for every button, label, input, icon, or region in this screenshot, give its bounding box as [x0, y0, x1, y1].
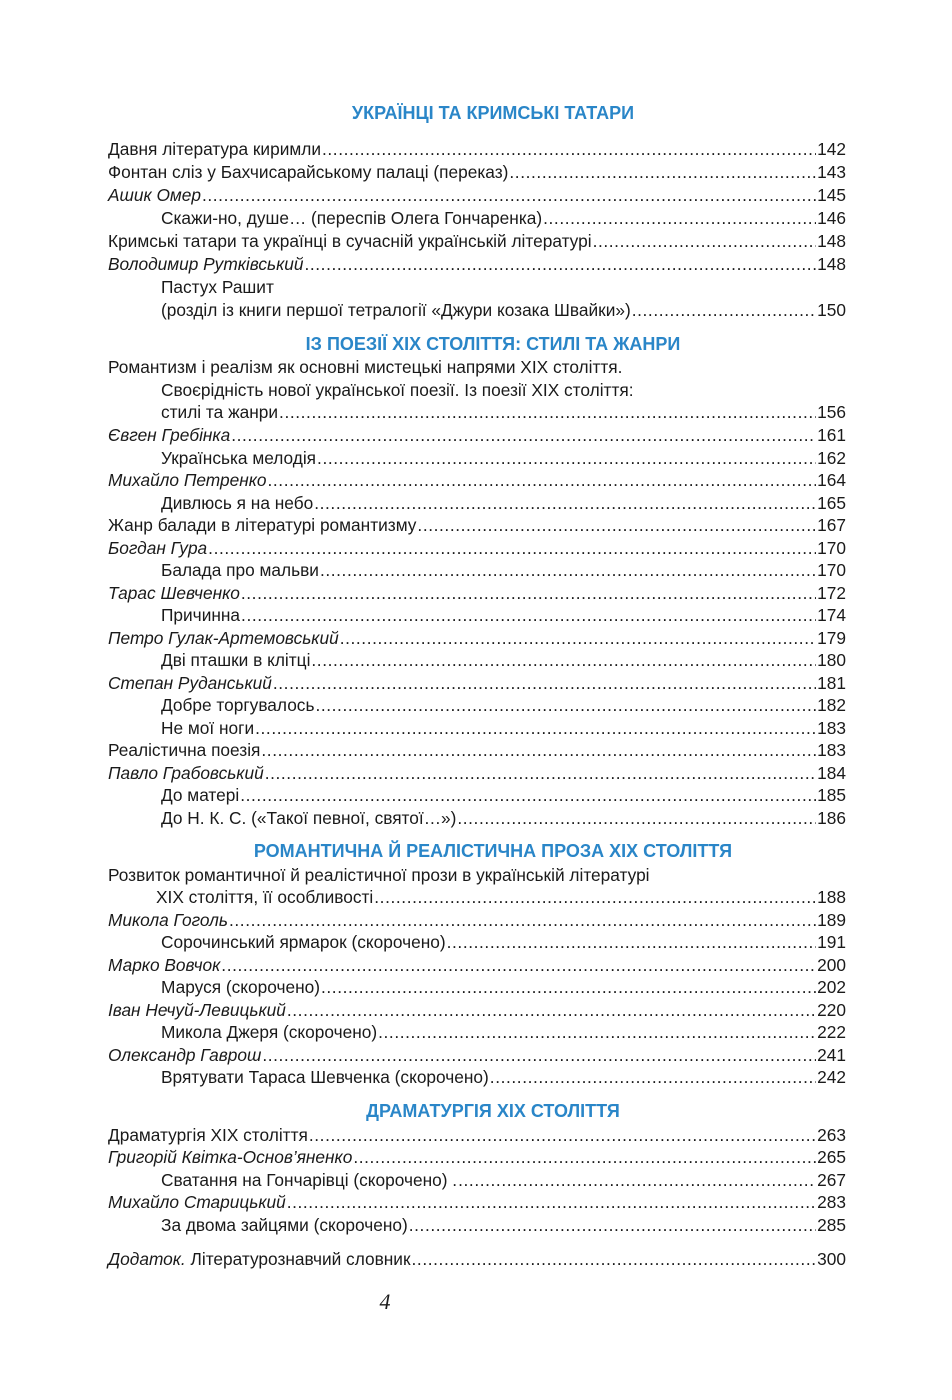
dot-leader [261, 739, 816, 761]
dot-leader [314, 492, 816, 514]
dot-leader [287, 1191, 816, 1213]
toc-entry-author[interactable] [108, 954, 846, 976]
entry-page: 156 [817, 402, 846, 422]
dot-leader [353, 1146, 816, 1168]
entry-page: 162 [817, 448, 846, 468]
toc-entry[interactable] [108, 138, 846, 160]
section-heading: ДРАМАТУРГІЯ ХІХ СТОЛІТТЯ [366, 1101, 620, 1121]
entry-title: Добре торгувалось [161, 695, 315, 715]
entry-title-line: Своєрідність нової української поезії. Із поезії ХІХ століття: [161, 380, 634, 400]
entry-page: 148 [817, 254, 846, 274]
entry-title: Дві пташки в клітці [161, 650, 311, 670]
entry-page: 300 [817, 1249, 846, 1269]
dot-leader [317, 447, 816, 469]
toc-entry[interactable] [161, 1021, 846, 1043]
toc-entry[interactable] [161, 299, 846, 321]
toc-entry[interactable] [156, 886, 846, 908]
toc-entry[interactable] [161, 784, 846, 806]
dot-leader [320, 559, 816, 581]
toc-entry-author[interactable] [108, 627, 846, 649]
dot-leader [543, 207, 816, 229]
entry-title: Тарас Шевченко [108, 583, 240, 603]
dot-leader [287, 999, 816, 1021]
entry-page: 241 [817, 1045, 846, 1065]
entry-title: стилі та жанри [161, 402, 279, 422]
entry-title: Іван Нечуй-Левицький [108, 1000, 286, 1020]
toc-entry-author[interactable] [108, 762, 846, 784]
entry-page: 181 [817, 673, 846, 693]
entry-page: 145 [817, 185, 846, 205]
entry-title: Реалістична поезія [108, 740, 261, 760]
toc-entry-author[interactable] [108, 184, 846, 206]
entry-page: 161 [817, 425, 846, 445]
entry-page: 200 [817, 955, 846, 975]
dot-leader [240, 784, 816, 806]
dot-leader [322, 138, 816, 160]
entry-title: Сорочинський ярмарок (скорочено) [161, 932, 446, 952]
toc-entry[interactable] [161, 492, 846, 514]
entry-title: Микола Гоголь [108, 910, 228, 930]
entry-page: 143 [817, 162, 846, 182]
dot-leader [490, 1066, 816, 1088]
entry-page: 174 [817, 605, 846, 625]
toc-entry[interactable] [161, 1214, 846, 1236]
entry-page: 142 [817, 139, 846, 159]
toc-entry-author[interactable] [108, 909, 846, 931]
dot-leader [229, 909, 816, 931]
entry-title: Фонтан сліз у Бахчисарайському палаці (переказ) [108, 162, 509, 182]
entry-title: Григорій Квітка-Основ’яненко [108, 1147, 353, 1167]
entry-title: Петро Гулак-Артемовський [108, 628, 339, 648]
entry-title [108, 1248, 411, 1270]
dot-leader [279, 401, 816, 423]
entry-page: 283 [817, 1192, 846, 1212]
entry-page: 183 [817, 740, 846, 760]
entry-page: 170 [817, 560, 846, 580]
dot-leader [457, 807, 816, 829]
toc-entry-author[interactable] [108, 1191, 846, 1213]
dot-leader [309, 1124, 816, 1146]
entry-title-line: Розвиток романтичної й реалістичної прози в українській літературі [108, 865, 650, 885]
dot-leader [315, 694, 816, 716]
entry-page: 189 [817, 910, 846, 930]
entry-page: 222 [817, 1022, 846, 1042]
dot-leader [509, 161, 816, 183]
entry-title: Володимир Рутківський [108, 254, 304, 274]
entry-page: 179 [817, 628, 846, 648]
entry-page: 220 [817, 1000, 846, 1020]
toc-entry[interactable] [161, 207, 846, 229]
dot-leader [417, 514, 816, 536]
dot-leader [273, 672, 816, 694]
dot-leader [311, 649, 816, 671]
entry-page: 267 [817, 1170, 846, 1190]
entry-page: 202 [817, 977, 846, 997]
entry-page: 184 [817, 763, 846, 783]
entry-title: (розділ із книги першої тетралогії «Джури козака Швайки») [161, 300, 631, 320]
dot-leader [262, 1044, 816, 1066]
entry-page: 263 [817, 1125, 846, 1145]
toc-entry[interactable] [161, 604, 846, 626]
dot-leader [378, 1021, 816, 1043]
entry-page: 183 [817, 718, 846, 738]
dot-leader [202, 184, 816, 206]
toc-entry[interactable] [108, 1124, 846, 1146]
entry-title: Врятувати Тараса Шевченка (скорочено) [161, 1067, 489, 1087]
entry-page: 180 [817, 650, 846, 670]
entry-page: 164 [817, 470, 846, 490]
toc-entry[interactable] [108, 739, 846, 761]
dot-leader [321, 976, 816, 998]
appendix-label: Додаток. [108, 1249, 186, 1269]
toc-entry[interactable] [161, 649, 846, 671]
toc-entry[interactable] [161, 447, 846, 469]
dot-leader [231, 424, 816, 446]
entry-title: Маруся (скорочено) [161, 977, 320, 997]
dot-leader [409, 1214, 816, 1236]
toc-entry-author[interactable] [108, 582, 846, 604]
entry-title: Павло Грабовський [108, 763, 264, 783]
entry-title: Дивлюсь я на небо [161, 493, 314, 513]
entry-title: Микола Джеря (скорочено) [161, 1022, 378, 1042]
section-heading: ІЗ ПОЕЗІЇ ХІХ СТОЛІТТЯ: СТИЛІ ТА ЖАНРИ [305, 334, 681, 354]
entry-title: Богдан Гура [108, 538, 208, 558]
toc-entry[interactable] [161, 401, 846, 423]
toc-entry[interactable] [161, 976, 846, 998]
entry-title: Марко Вовчок [108, 955, 221, 975]
page-number: 4 [379, 1289, 391, 1314]
entry-title: ХІХ століття, її особливості [156, 887, 374, 907]
toc-entry-author[interactable] [108, 999, 846, 1021]
entry-title: Михайло Петренко [108, 470, 267, 490]
toc-entry[interactable] [161, 559, 846, 581]
entry-title: Драматургія ХІХ століття [108, 1125, 308, 1145]
dot-leader [340, 627, 816, 649]
toc-entry[interactable] [161, 694, 846, 716]
entry-title: Євген Гребінка [108, 425, 231, 445]
entry-title: Не мої ноги [161, 718, 255, 738]
toc-entry-author[interactable] [108, 1044, 846, 1066]
entry-page: 285 [817, 1215, 846, 1235]
toc-entry-author[interactable] [108, 424, 846, 446]
toc-entry-author[interactable] [108, 672, 846, 694]
toc-entry[interactable] [161, 717, 846, 739]
entry-title-line: Пастух Рашит [161, 277, 274, 297]
entry-page: 185 [817, 785, 846, 805]
dot-leader [458, 1169, 816, 1191]
entry-title-line: Романтизм і реалізм як основні мистецькі напрями ХІХ століття. [108, 357, 623, 377]
toc-entry[interactable] [108, 230, 846, 252]
dot-leader [632, 299, 816, 321]
toc-entry-appendix[interactable] [108, 1248, 846, 1270]
entry-page: 188 [817, 887, 846, 907]
entry-page: 148 [817, 231, 846, 251]
entry-page: 165 [817, 493, 846, 513]
toc-entry[interactable] [108, 161, 846, 183]
entry-title: За двома зайцями (скорочено) [161, 1215, 408, 1235]
entry-title: Скажи-но, душе… (переспів Олега Гончаренка) [161, 208, 543, 228]
toc-entry-author[interactable] [108, 537, 846, 559]
dot-leader [265, 762, 816, 784]
entry-title: Олександр Гаврош [108, 1045, 262, 1065]
dot-leader [593, 230, 817, 252]
dot-leader [208, 537, 816, 559]
entry-title: Кримські татари та українці в сучасній українській літературі [108, 231, 592, 251]
dot-leader [447, 931, 817, 953]
entry-title: Михайло Старицький [108, 1192, 286, 1212]
entry-page: 186 [817, 808, 846, 828]
dot-leader [221, 954, 816, 976]
entry-title: До матері [161, 785, 240, 805]
entry-page: 182 [817, 695, 846, 715]
appendix-text: Літературознавчий словник [185, 1249, 411, 1269]
dot-leader [374, 886, 816, 908]
entry-page: 242 [817, 1067, 846, 1087]
dot-leader [267, 469, 816, 491]
dot-leader [241, 604, 816, 626]
entry-title: Жанр балади в літературі романтизму [108, 515, 417, 535]
entry-page: 191 [817, 932, 846, 952]
toc-entry-author[interactable] [108, 469, 846, 491]
entry-title: Українська мелодія [161, 448, 317, 468]
dot-leader [412, 1248, 817, 1270]
entry-page: 172 [817, 583, 846, 603]
entry-title: Сватання на Гончарівці (скорочено) . [161, 1170, 458, 1190]
entry-title: До Н. К. С. («Такої певної, святої…») [161, 808, 457, 828]
toc-entry[interactable] [108, 514, 846, 536]
entry-page: 167 [817, 515, 846, 535]
toc-entry-author[interactable] [108, 1146, 846, 1168]
entry-title: Балада про мальви [161, 560, 319, 580]
toc-entry[interactable] [161, 1066, 846, 1088]
entry-page: 265 [817, 1147, 846, 1167]
entry-title: Причинна [161, 605, 241, 625]
dot-leader [304, 253, 816, 275]
section-heading: РОМАНТИЧНА Й РЕАЛІСТИЧНА ПРОЗА ХІХ СТОЛІТТЯ [253, 841, 733, 861]
section-heading: УКРАЇНЦІ ТА КРИМСЬКІ ТАТАРИ [351, 103, 635, 123]
entry-page: 170 [817, 538, 846, 558]
toc-entry-author[interactable] [108, 253, 846, 275]
dot-leader [241, 582, 816, 604]
entry-title: Ашик Омер [108, 185, 201, 205]
entry-page: 150 [817, 300, 846, 320]
entry-title: Степан Руданський [108, 673, 272, 693]
dot-leader [255, 717, 816, 739]
toc-entry[interactable] [161, 931, 846, 953]
toc-entry[interactable] [161, 807, 846, 829]
entry-title: Давня література киримли [108, 139, 321, 159]
entry-page: 146 [817, 208, 846, 228]
toc-entry[interactable] [161, 1169, 846, 1191]
